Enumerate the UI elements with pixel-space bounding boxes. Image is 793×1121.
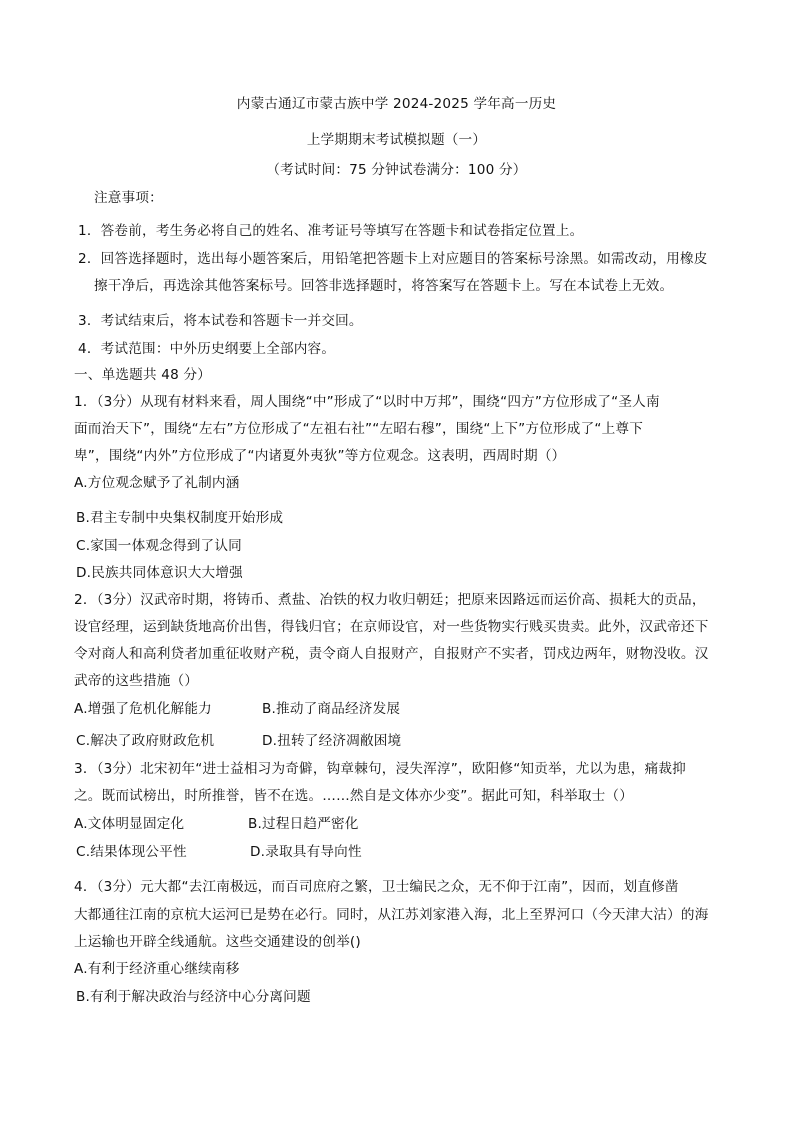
question-2-option-d[interactable]: D.扭转了经济凋敝困境 [262, 733, 402, 749]
question-3-line: 3．（3分）北宋初年“进士益相习为奇僻，钩章棘句，浸失浑淳”，欧阳修“知贡举，尤以为患，痛裁抑 [74, 761, 686, 777]
question-2-option-b[interactable]: B.推动了商品经济发展 [262, 701, 401, 717]
question-1-option-d[interactable]: D.民族共同体意识大大增强 [76, 565, 243, 581]
question-4-line: 上运输也开辟全线通航。这些交通建设的创举() [74, 934, 361, 950]
title-line-1: 内蒙古通辽市蒙古族中学 2024-2025 学年高一历史 [236, 96, 557, 112]
note-item: 2．回答选择题时，选出每小题答案后，用铅笔把答题卡上对应题目的答案标号涂黑。如需改动，用橡皮 [78, 251, 708, 267]
question-4-option-a[interactable]: A.有利于经济重心继续南移 [74, 961, 240, 977]
note-item: 1．答卷前，考生务必将自己的姓名、准考证号等填写在答题卡和试卷指定位置上。 [78, 223, 584, 239]
question-1-line: 面而治天下”，围绕“左右”方位形成了“左祖右社”“左昭右穆”，围绕“上下”方位形成了“上尊下 [74, 421, 643, 437]
notes-heading: 注意事项： [94, 190, 163, 206]
question-3-option-d[interactable]: D.录取具有导向性 [250, 844, 362, 860]
question-3-option-b[interactable]: B.过程日趋严密化 [248, 816, 359, 832]
question-3-option-c[interactable]: C.结果体现公平性 [76, 844, 187, 860]
question-1-option-a[interactable]: A.方位观念赋予了礼制内涵 [74, 475, 240, 491]
section-heading: 一、单选题共 48 分） [74, 367, 212, 383]
note-item: 3．考试结束后，将本试卷和答题卡一并交回。 [78, 313, 363, 329]
question-2-option-c[interactable]: C.解决了政府财政危机 [76, 733, 215, 749]
question-2-line: 2．（3分）汉武帝时期，将铸币、煮盐、冶铁的权力收归朝廷；把原来因路远而运价高、损耗大的贡品， [74, 592, 706, 608]
note-item: 擦干净后，再选涂其他答案标号。回答非选择题时，将答案写在答题卡上。写在本试卷上无效。 [94, 278, 674, 294]
question-2-line: 设官经理，运到缺货地高价出售，得钱归官；在京师设官，对一些货物实行贱买贵卖。此外，汉武帝还下 [74, 619, 709, 635]
question-1-option-c[interactable]: C.家国一体观念得到了认同 [76, 538, 242, 554]
question-4-option-b[interactable]: B.有利于解决政治与经济中心分离问题 [76, 989, 311, 1005]
question-4-line: 大都通往江南的京杭大运河已是势在必行。同时，从江苏刘家港入海，北上至界河口（今天津大沽）的海 [74, 907, 709, 923]
exam-info: （考试时间：75 分钟试卷满分：100 分） [266, 162, 527, 178]
question-2-line: 令对商人和高利贷者加重征收财产税，责令商人自报财产，自报财产不实者，罚戍边两年，财物没收。汉 [74, 646, 709, 662]
question-1-line: 卑”，围绕“内外”方位形成了“内诸夏外夷狄”等方位观念。这表明，西周时期（） [74, 448, 566, 464]
title-line-2: 上学期期末考试模拟题（一） [306, 132, 487, 148]
question-2-option-a[interactable]: A.增强了危机化解能力 [74, 701, 212, 717]
question-1-line: 1．（3分）从现有材料来看，周人围绕“中”形成了“以时中万邦”，围绕“四方”方位形成了“圣人南 [74, 394, 660, 410]
question-2-line: 武帝的这些措施（） [74, 673, 199, 689]
question-1-option-b[interactable]: B.君主专制中央集权制度开始形成 [76, 510, 284, 526]
question-3-option-a[interactable]: A.文体明显固定化 [74, 816, 185, 832]
question-3-line: 之。既而试榜出，时所推誉，皆不在选。……然自是文体亦少变”。据此可知，科举取士（） [74, 788, 633, 804]
question-4-line: 4．（3分）元大都“去江南极远，而百司庶府之繁，卫士编民之众，无不仰于江南”，因而，划直修凿 [74, 879, 679, 895]
note-item: 4．考试范围：中外历史纲要上全部内容。 [78, 341, 336, 357]
